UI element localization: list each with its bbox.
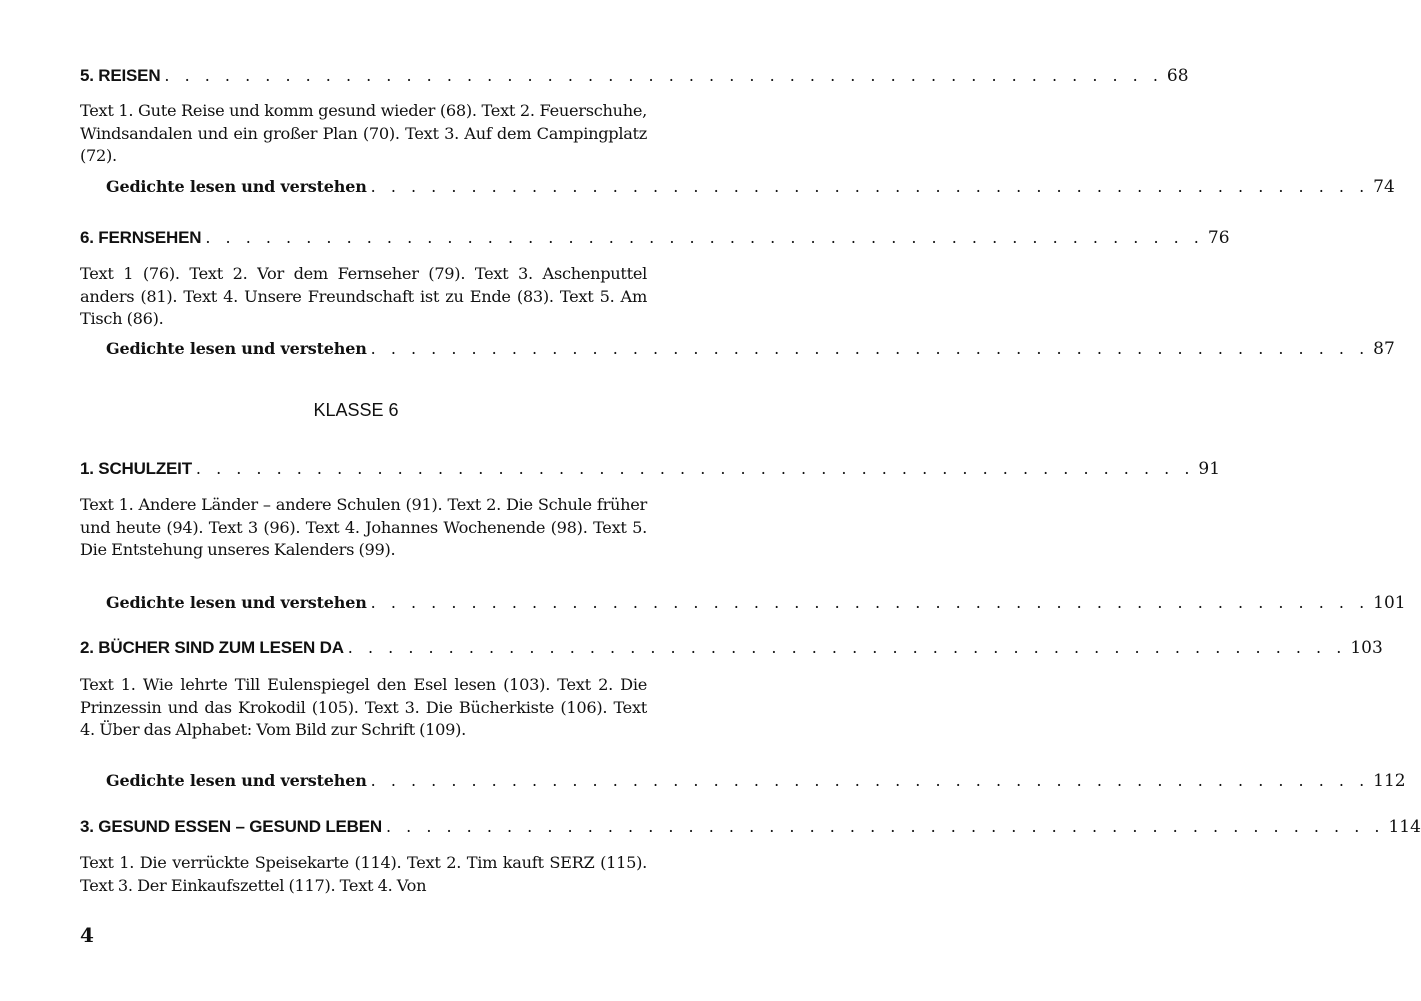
chapter-contents: Text 1. Andere Länder – andere Schulen (91). Text 2. Die Schule früher und heute (94). Text 3 (96). Text 4. Johannes Wochenende (98). Text 5. Die Entstehung unseres Kalenders (99). <box>80 495 647 559</box>
chapter-page-number: 68 <box>1166 66 1189 86</box>
chapter-title: 5. REISEN <box>80 66 161 85</box>
class-heading: KLASSE 6 <box>313 400 399 420</box>
poems-page-number: 101 <box>1373 593 1406 613</box>
poems-title: Gedichte lesen und verstehen <box>106 339 367 358</box>
toc-entry-gesund <box>80 817 1421 837</box>
dot-leader: . . . . . . . . . . . . . . . . . . . . . . . . . . . . . . . . . . . . . . . . . . . . . . . . . . <box>347 638 1347 657</box>
toc-entry-reisen <box>80 66 1189 86</box>
dot-leader: . . . . . . . . . . . . . . . . . . . . . . . . . . . . . . . . . . . . . . . . . . . . . . . . . . <box>370 177 1370 196</box>
dot-leader: . . . . . . . . . . . . . . . . . . . . . . . . . . . . . . . . . . . . . . . . . . . . . . . . . . <box>370 771 1370 790</box>
dot-leader: . . . . . . . . . . . . . . . . . . . . . . . . . . . . . . . . . . . . . . . . . . . . . . . . . . <box>385 817 1385 836</box>
dot-leader: . . . . . . . . . . . . . . . . . . . . . . . . . . . . . . . . . . . . . . . . . . . . . . . . . . <box>205 228 1204 247</box>
chapter-page-number: 91 <box>1198 459 1221 479</box>
chapter-contents: Text 1 (76). Text 2. Vor dem Fernseher (79). Text 3. Aschenputtel anders (81). Text 4. Unsere Freundschaft ist zu Ende (83). Text 5. Am Tisch (86). <box>80 264 647 328</box>
dot-leader: . . . . . . . . . . . . . . . . . . . . . . . . . . . . . . . . . . . . . . . . . . . . . . . . . . <box>370 339 1370 358</box>
chapter-title: 6. FERNSEHEN <box>80 228 202 247</box>
toc-entry-fernsehen <box>80 228 1230 248</box>
chapter-contents: Text 1. Die verrückte Speisekarte (114). Text 2. Tim kauft SERZ (115). Text 3. Der Einkaufszettel (117). Text 4. Von <box>80 853 647 895</box>
chapter-page-number: 114 <box>1388 817 1421 837</box>
toc-entry-poems <box>106 771 1406 791</box>
toc-entry-poems <box>106 593 1406 613</box>
chapter-page-number: 103 <box>1350 638 1383 658</box>
dot-leader: . . . . . . . . . . . . . . . . . . . . . . . . . . . . . . . . . . . . . . . . . . . . . . . . . . <box>370 593 1370 612</box>
chapter-contents: Text 1. Gute Reise und komm gesund wieder (68). Text 2. Feuerschuhe, Windsandalen und ein großer Plan (70). Text 3. Auf dem Campingplatz (72). <box>80 101 647 165</box>
poems-page-number: 74 <box>1373 177 1395 197</box>
chapter-title: 3. GESUND ESSEN – GESUND LEBEN <box>80 817 382 836</box>
toc-entry-poems <box>106 339 1395 359</box>
poems-page-number: 112 <box>1373 771 1406 791</box>
dot-leader: . . . . . . . . . . . . . . . . . . . . . . . . . . . . . . . . . . . . . . . . . . . . . . . . . . <box>164 66 1163 85</box>
toc-entry-poems <box>106 177 1395 197</box>
chapter-page-number: 76 <box>1207 228 1230 248</box>
chapter-title: 2. BÜCHER SIND ZUM LESEN DA <box>80 638 344 657</box>
poems-title: Gedichte lesen und verstehen <box>106 593 367 612</box>
toc-entry-buecher <box>80 638 1383 658</box>
chapter-contents: Text 1. Wie lehrte Till Eulenspiegel den Esel lesen (103). Text 2. Die Prinzessin und das Krokodil (105). Text 3. Die Bücherkiste (106). Text 4. Über das Alphabet: Vom Bild zur Schrift (109). <box>80 675 647 739</box>
poems-title: Gedichte lesen und verstehen <box>106 771 367 790</box>
poems-title: Gedichte lesen und verstehen <box>106 177 367 196</box>
toc-entry-schulzeit <box>80 459 1221 479</box>
chapter-title: 1. SCHULZEIT <box>80 459 192 478</box>
page-number: 4 <box>80 923 94 947</box>
poems-page-number: 87 <box>1373 339 1395 359</box>
dot-leader: . . . . . . . . . . . . . . . . . . . . . . . . . . . . . . . . . . . . . . . . . . . . . . . . . . <box>195 459 1195 478</box>
